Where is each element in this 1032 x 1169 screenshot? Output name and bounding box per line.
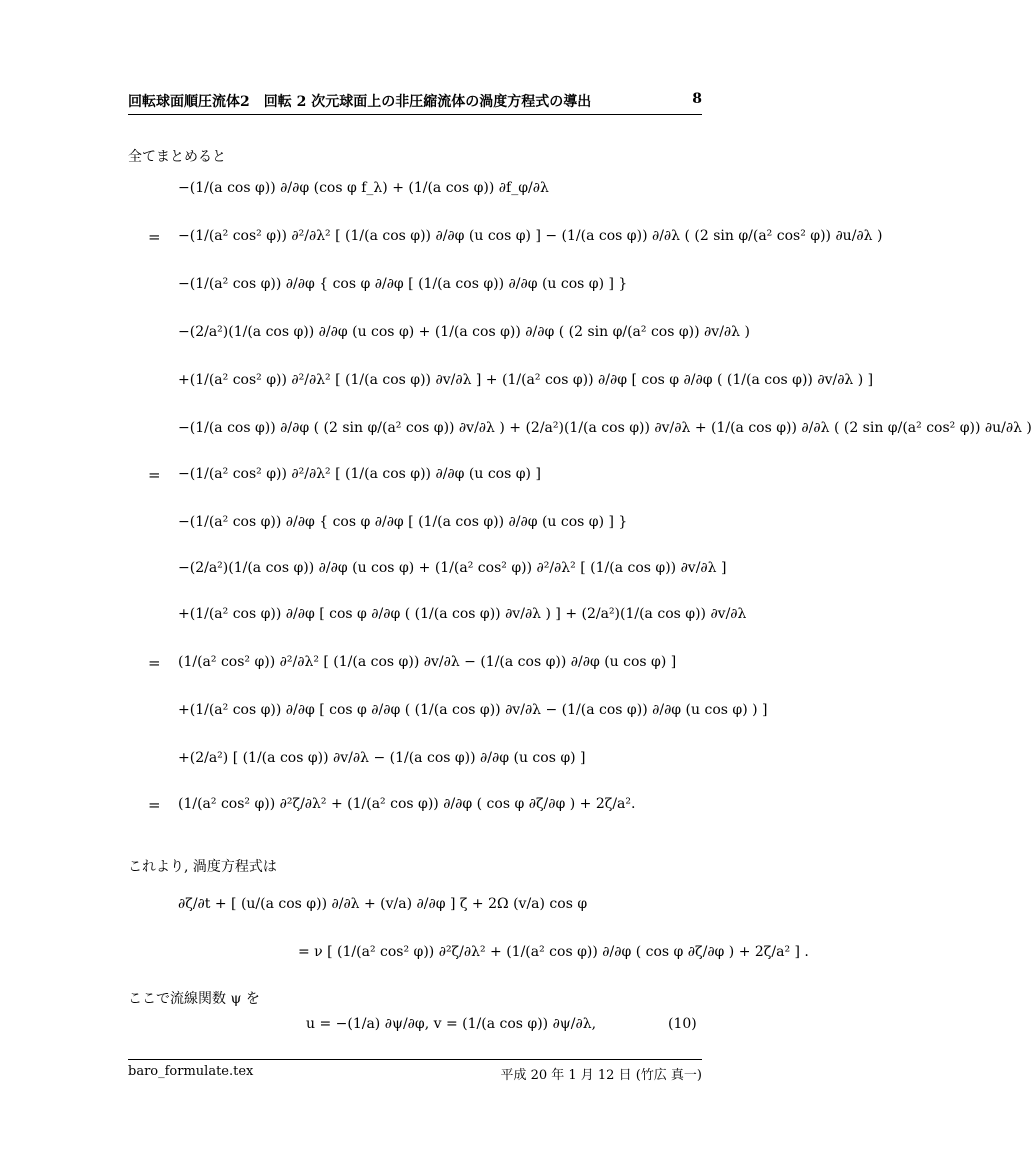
equation-line-8: −(1/(a² cos φ)) ∂/∂φ { cos φ ∂/∂φ [ (1/(a cos φ)) ∂/∂φ (u cos φ) ] } xyxy=(178,514,628,530)
paragraph-summary: 全てまとめると xyxy=(128,149,226,165)
equation-line-5: +(1/(a² cos² φ)) ∂²/∂λ² [ (1/(a cos φ)) ∂v/∂λ ] + (1/(a² cos φ)) ∂/∂φ [ cos φ ∂/∂φ ( (1/(a cos φ)) ∂v/∂λ ) ] xyxy=(178,372,874,388)
equation-line-4: −(2/a²)(1/(a cos φ)) ∂/∂φ (u cos φ) + (1/(a cos φ)) ∂/∂φ ( (2 sin φ/(a² cos φ)) ∂v/∂λ ) xyxy=(178,324,750,340)
vorticity-equation-lhs: ∂ζ/∂t + [ (u/(a cos φ)) ∂/∂λ + (v/a) ∂/∂φ ] ζ + 2Ω (v/a) cos φ xyxy=(178,896,588,912)
vorticity-equation-rhs: = ν [ (1/(a² cos² φ)) ∂²ζ/∂λ² + (1/(a² cos φ)) ∂/∂φ ( cos φ ∂ζ/∂φ ) + 2ζ/a² ] . xyxy=(298,944,809,960)
equation-line-11: (1/(a² cos² φ)) ∂²/∂λ² [ (1/(a cos φ)) ∂v/∂λ − (1/(a cos φ)) ∂/∂φ (u cos φ) ] xyxy=(178,654,677,670)
equation-line-7: −(1/(a² cos² φ)) ∂²/∂λ² [ (1/(a cos φ)) ∂/∂φ (u cos φ) ] xyxy=(178,466,541,482)
equation-line-14: (1/(a² cos² φ)) ∂²ζ/∂λ² + (1/(a² cos φ)) ∂/∂φ ( cos φ ∂ζ/∂φ ) + 2ζ/a². xyxy=(178,796,636,812)
equation-line-2: −(1/(a² cos² φ)) ∂²/∂λ² [ (1/(a cos φ)) ∂/∂φ (u cos φ) ] − (1/(a cos φ)) ∂/∂λ ( (2 sin φ/(a² cos² φ)) ∂u/∂λ ) xyxy=(178,228,883,244)
footer-filename: baro_formulate.tex xyxy=(128,1064,254,1079)
equation-line-1: −(1/(a cos φ)) ∂/∂φ (cos φ f_λ) + (1/(a cos φ)) ∂f_φ/∂λ xyxy=(178,180,549,196)
equation-number: (10) xyxy=(668,1016,697,1032)
equation-line-10: +(1/(a² cos φ)) ∂/∂φ [ cos φ ∂/∂φ ( (1/(a cos φ)) ∂v/∂λ ) ] + (2/a²)(1/(a cos φ)) ∂v/∂λ xyxy=(178,606,747,622)
equals-sign: = xyxy=(148,796,161,814)
equals-sign: = xyxy=(148,466,161,484)
equation-line-3: −(1/(a² cos φ)) ∂/∂φ { cos φ ∂/∂φ [ (1/(a cos φ)) ∂/∂φ (u cos φ) ] } xyxy=(178,276,628,292)
equation-line-9: −(2/a²)(1/(a cos φ)) ∂/∂φ (u cos φ) + (1/(a² cos² φ)) ∂²/∂λ² [ (1/(a cos φ)) ∂v/∂λ ] xyxy=(178,560,727,576)
equation-line-12: +(1/(a² cos φ)) ∂/∂φ [ cos φ ∂/∂φ ( (1/(a cos φ)) ∂v/∂λ − (1/(a cos φ)) ∂/∂φ (u cos φ) ) ] xyxy=(178,702,768,718)
streamfunction-equation: u = −(1/a) ∂ψ/∂φ, v = (1/(a cos φ)) ∂ψ/∂λ, xyxy=(306,1016,597,1032)
footer-date-author: 平成 20 年 1 月 12 日 (竹広 真一) xyxy=(500,1068,702,1083)
paragraph-vorticity: これより, 渦度方程式は xyxy=(128,859,277,875)
header-title: 回転球面順圧流体2 回転 2 次元球面上の非圧縮流体の渦度方程式の導出 xyxy=(128,94,592,110)
equation-line-6: −(1/(a cos φ)) ∂/∂φ ( (2 sin φ/(a² cos φ)) ∂v/∂λ ) + (2/a²)(1/(a cos φ)) ∂v/∂λ + (1/(a cos φ)) ∂/∂λ ( (2 sin φ/(a² cos² φ)) ∂u/∂λ ) xyxy=(178,420,1032,436)
equals-sign: = xyxy=(148,654,161,672)
equation-line-13: +(2/a²) [ (1/(a cos φ)) ∂v/∂λ − (1/(a cos φ)) ∂/∂φ (u cos φ) ] xyxy=(178,750,586,766)
paragraph-streamfunction: ここで流線関数 ψ を xyxy=(128,991,260,1007)
running-header xyxy=(128,90,702,115)
equals-sign: = xyxy=(148,228,161,246)
page-number: 8 xyxy=(692,91,702,107)
footer-rule xyxy=(128,1059,702,1060)
